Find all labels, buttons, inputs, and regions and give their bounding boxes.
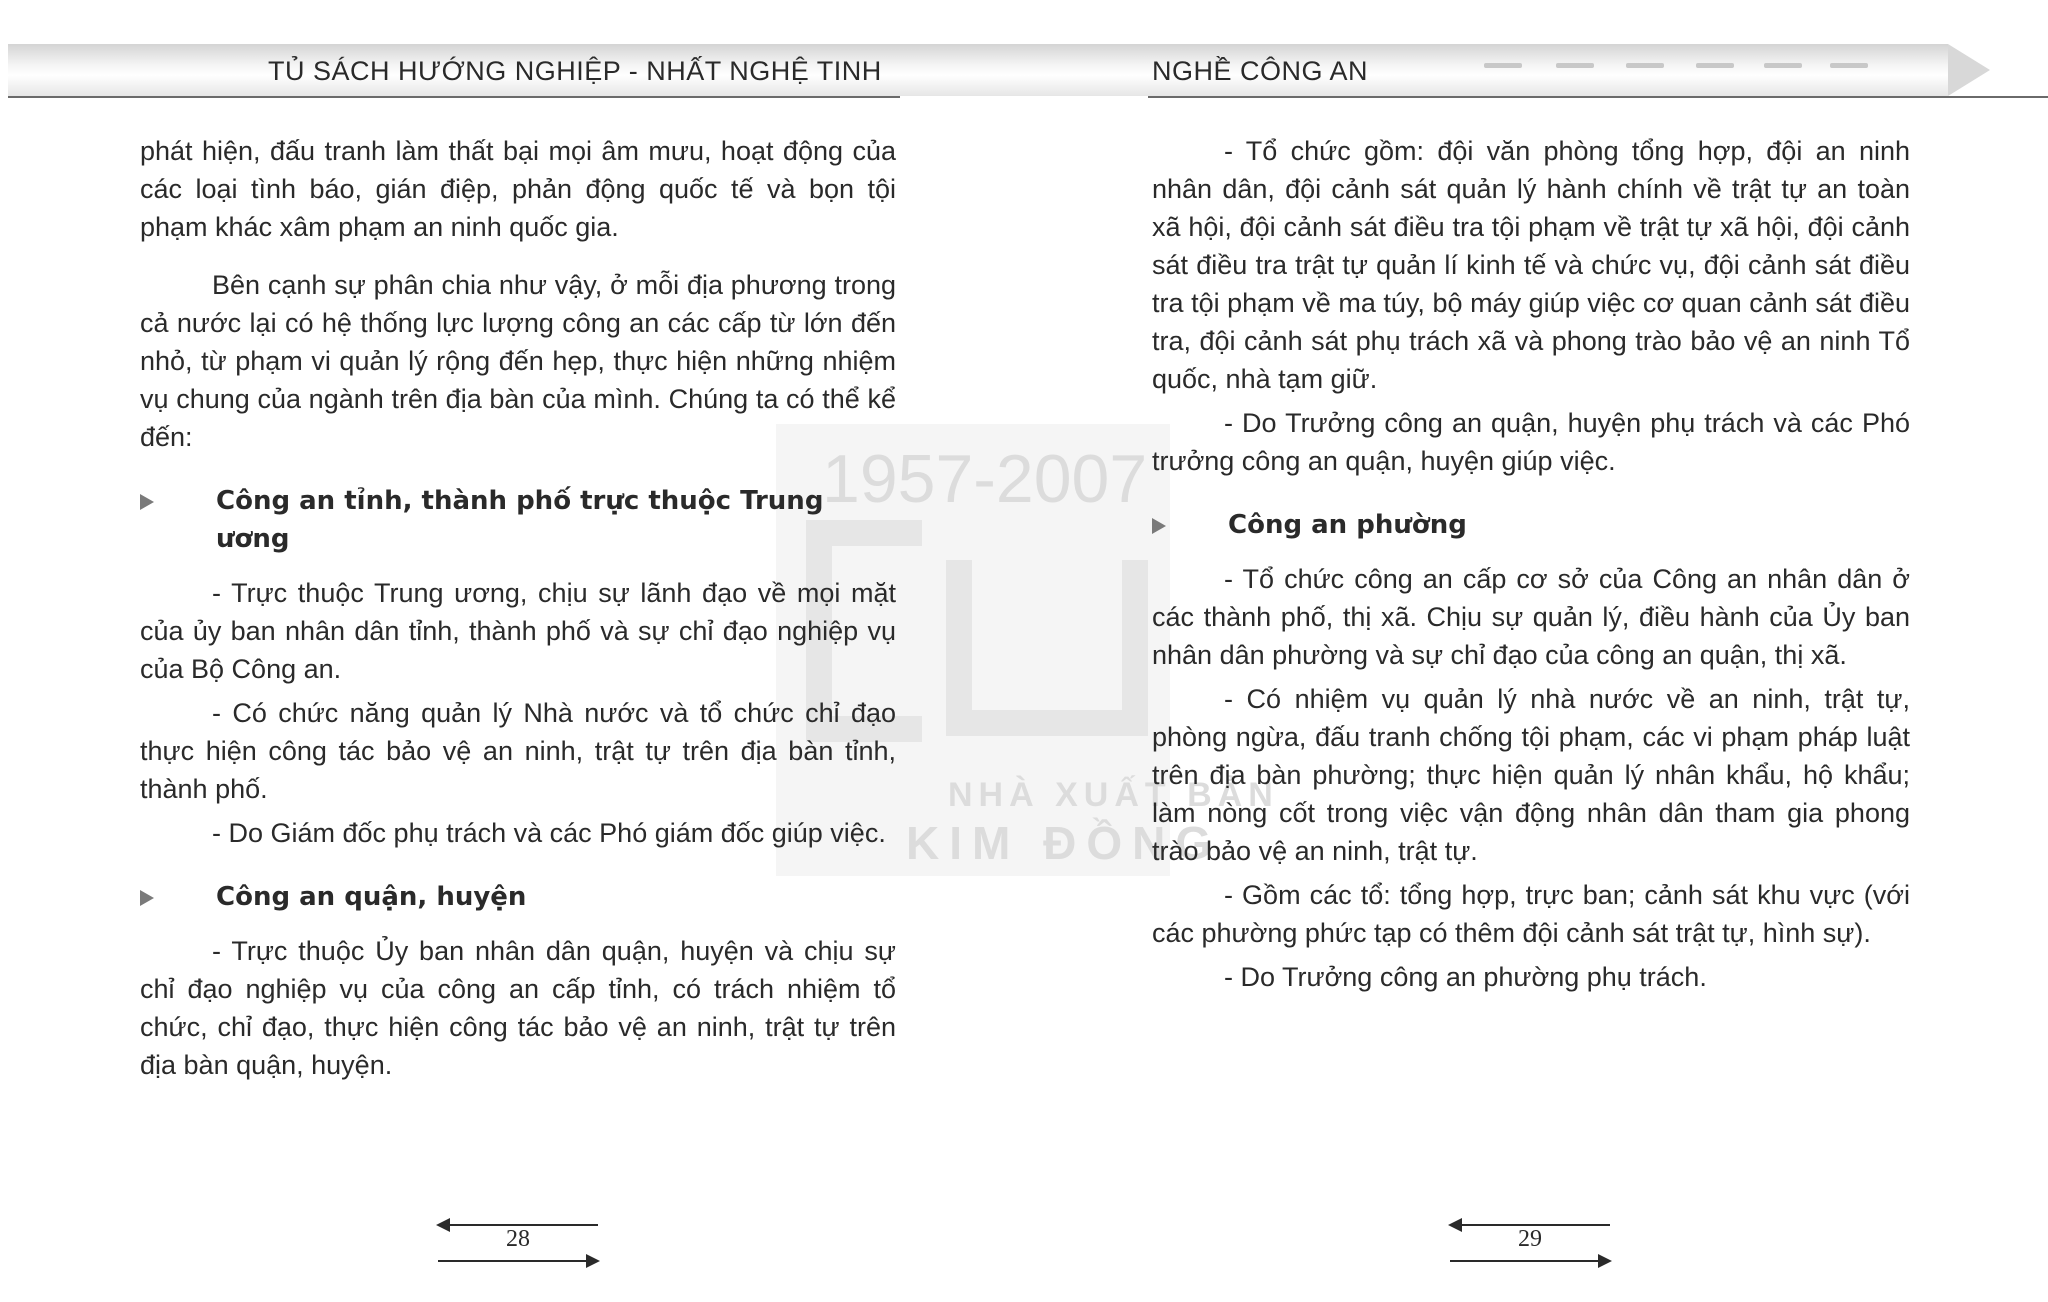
page-number-left: 28 bbox=[506, 1226, 530, 1252]
section-heading-text: Công an tỉnh, thành phố trực thuộc Trung ương bbox=[216, 486, 824, 554]
section-heading-ward-police bbox=[1152, 506, 1910, 544]
header-dash-decoration bbox=[1696, 63, 1734, 68]
list-item: - Có chức năng quản lý Nhà nước và tổ chức chỉ đạo thực hiện công tác bảo vệ an ninh, trật tự trên địa bàn tỉnh, thành phố. bbox=[140, 698, 896, 804]
left-page-text bbox=[140, 132, 896, 1090]
page-number-arrow-right-icon bbox=[1450, 1260, 1610, 1262]
paragraph: phát hiện, đấu tranh làm thất bại mọi âm mưu, hoạt động của các loại tình báo, gián điệp, phản động quốc tế và bọn tội phạm khác xâm phạm an ninh quốc gia. bbox=[140, 136, 896, 242]
triangle-bullet-icon bbox=[140, 890, 154, 906]
header-title-left: TỦ SÁCH HƯỚNG NGHIỆP - NHẤT NGHỆ TINH bbox=[268, 56, 882, 86]
watermark-publisher-line1: NHÀ XUẤT BẢN bbox=[948, 776, 1279, 814]
list-item: - Trực thuộc Ủy ban nhân dân quận, huyện và chịu sự chỉ đạo nghiệp vụ của công an cấp tỉnh, có trách nhiệm tổ chức, chỉ đạo, thực hiện công tác bảo vệ an ninh, trật tự trên địa bàn quận, huyện. bbox=[140, 936, 896, 1080]
watermark-publisher-line2: KIM ĐỒNG bbox=[906, 817, 1222, 869]
list-item: - Có nhiệm vụ quản lý nhà nước về an ninh, trật tự, phòng ngừa, đấu tranh chống tội phạm, các vi phạm pháp luật trên địa bàn phường; thực hiện quản lý nhân khẩu, hộ khẩu; làm nòng cốt trong việc vận động nhân dân tham gia phong trào bảo vệ an ninh, trật tự. bbox=[1152, 684, 1910, 866]
list-item: - Do Trưởng công an phường phụ trách. bbox=[1224, 962, 1707, 992]
header-title-right: NGHỀ CÔNG AN bbox=[1152, 56, 1369, 86]
page-number-right: 29 bbox=[1518, 1226, 1542, 1252]
header-dash-decoration bbox=[1484, 63, 1522, 68]
list-item: - Tổ chức công an cấp cơ sở của Công an nhân dân ở các thành phố, thị xã. Chịu sự quản lý, điều hành của Ủy ban nhân dân phường và sự chỉ đạo của công an quận, thị xã. bbox=[1152, 564, 1910, 670]
right-page-text bbox=[1152, 132, 1910, 1002]
section-heading-district-police bbox=[140, 878, 896, 916]
header-dash-decoration bbox=[1626, 63, 1664, 68]
section-heading-text: Công an phường bbox=[1228, 510, 1467, 540]
section-heading-text: Công an quận, huyện bbox=[216, 882, 527, 912]
header-arrow-decoration bbox=[1948, 44, 1990, 96]
triangle-bullet-icon bbox=[1152, 518, 1166, 534]
list-item: - Trực thuộc Trung ương, chịu sự lãnh đạo về mọi mặt của ủy ban nhân dân tỉnh, thành phố và sự chỉ đạo nghiệp vụ của Bộ Công an. bbox=[140, 578, 896, 684]
list-item: - Do Giám đốc phụ trách và các Phó giám đốc giúp việc. bbox=[212, 818, 886, 848]
list-item: - Tổ chức gồm: đội văn phòng tổng hợp, đội an ninh nhân dân, đội cảnh sát quản lý hành chính về trật tự an toàn xã hội, đội cảnh sát điều tra tội phạm về trật tự xã hội, đội cảnh sát điều tra trật tự quản lí kinh tế và chức vụ, đội cảnh sát điều tra tội phạm về ma túy, bộ máy giúp việc cơ quan cảnh sát điều tra, đội cảnh sát phụ trách xã và phong trào bảo vệ an ninh Tổ quốc, nhà tạm giữ. bbox=[1152, 136, 1910, 394]
list-item: - Do Trưởng công an quận, huyện phụ trách và các Phó trưởng công an quận, huyện giúp việc. bbox=[1152, 408, 1910, 476]
header-rule-right bbox=[1148, 96, 2048, 98]
header-dash-decoration bbox=[1556, 63, 1594, 68]
watermark-years: 1957-2007 bbox=[822, 441, 1148, 517]
watermark-logo-shape bbox=[946, 560, 1148, 736]
section-heading-province-police bbox=[140, 482, 896, 558]
page-number-arrow-right-icon bbox=[438, 1260, 598, 1262]
paragraph: Bên cạnh sự phân chia như vậy, ở mỗi địa phương trong cả nước lại có hệ thống lực lượng công an các cấp từ lớn đến nhỏ, từ phạm vi quản lý rộng đến hẹp, thực hiện những nhiệm vụ chung của ngành trên địa bàn của mình. Chúng ta có thể kể đến: bbox=[140, 270, 896, 452]
triangle-bullet-icon bbox=[140, 494, 154, 510]
header-rule-left bbox=[8, 96, 900, 98]
header-dash-decoration bbox=[1764, 63, 1802, 68]
header-dash-decoration bbox=[1830, 63, 1868, 68]
list-item: - Gồm các tổ: tổng hợp, trực ban; cảnh sát khu vực (với các phường phức tạp có thêm đội cảnh sát trật tự, hình sự). bbox=[1152, 880, 1910, 948]
